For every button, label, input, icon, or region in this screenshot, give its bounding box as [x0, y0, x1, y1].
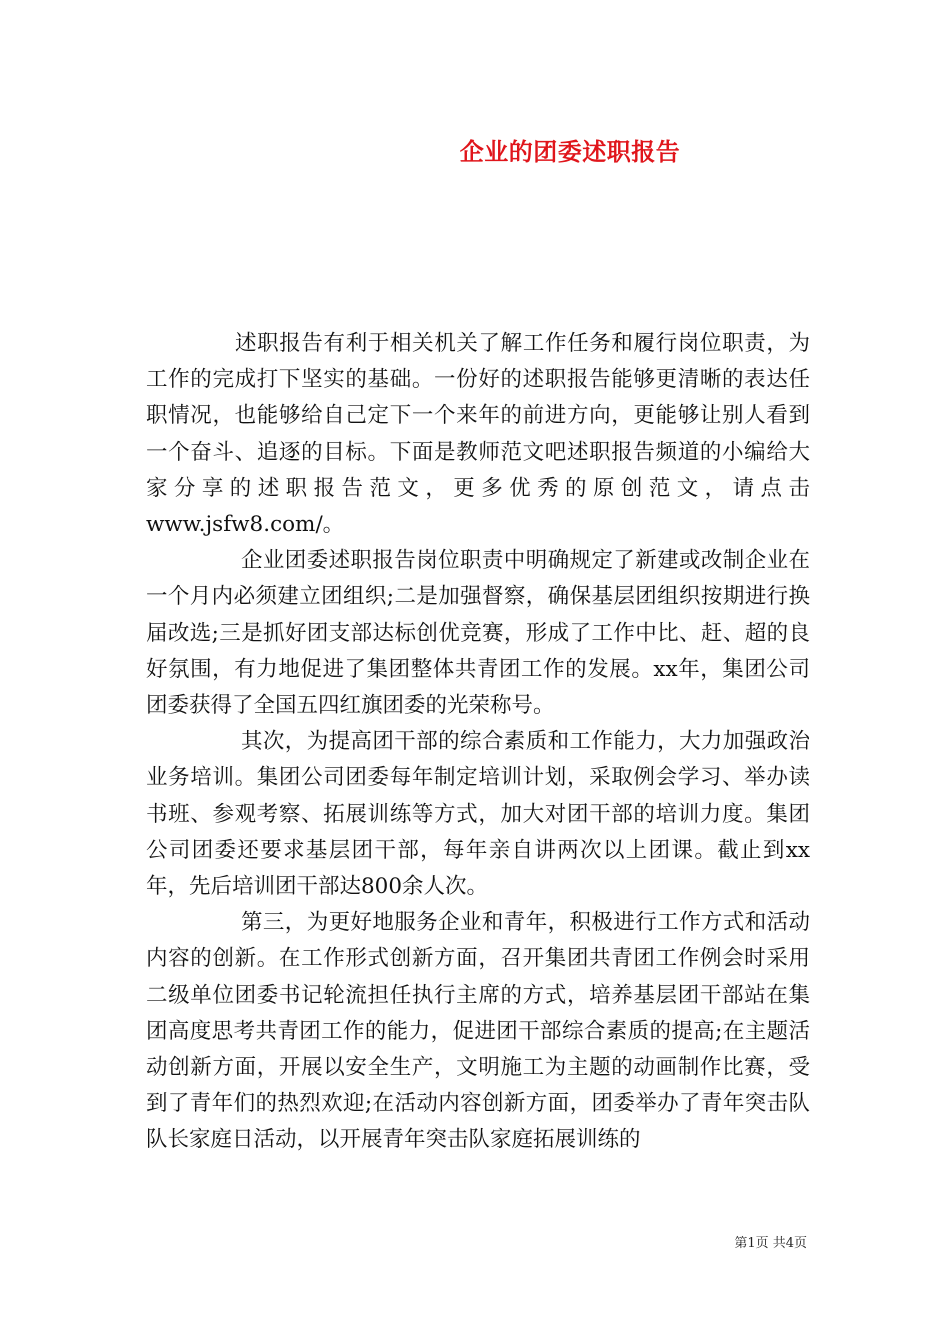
page-number: 第1页 共4页: [734, 1236, 807, 1251]
document-title: 企业的团委述职报告: [459, 137, 681, 166]
document-body: [146, 326, 810, 1159]
paragraph-duties: 企业团委述职报告岗位职责中明确规定了新建或改制企业在一个月内必须建立团组织;二是加强督察，确保基层团组织按期进行换届改选;三是抓好团支部达标创优竞赛，形成了工作中比、赶、超的良好氛围，有力地促进了集团整体共青团工作的发展。xx年，集团公司团委获得了全国五四红旗团委的光荣称号。: [146, 548, 810, 719]
paragraph-training: 其次，为提高团干部的综合素质和工作能力，大力加强政治业务培训。集团公司团委每年制定培训计划，采取例会学习、举办读书班、参观考察、拓展训练等方式，加大对团干部的培训力度。集团公司团委还要求基层团干部，每年亲自讲两次以上团课。截止到xx年，先后培训团干部达800余人次。: [146, 729, 810, 900]
paragraph-innovation: 第三，为更好地服务企业和青年，积极进行工作方式和活动内容的创新。在工作形式创新方面，召开集团共青团工作例会时采用二级单位团委书记轮流担任执行主席的方式，培养基层团干部站在集团高度思考共青团工作的能力，促进团干部综合素质的提高;在主题活动创新方面，开展以安全生产，文明施工为主题的动画制作比赛，受到了青年们的热烈欢迎;在活动内容创新方面，团委举办了青年突击队队长家庭日活动，以开展青年突击队家庭拓展训练的: [146, 910, 810, 1153]
paragraph-intro: 述职报告有利于相关机关了解工作任务和履行岗位职责，为工作的完成打下坚实的基础。一份好的述职报告能够更清晰的表达任职情况，也能够给自己定下一个来年的前进方向，更能够让别人看到一个奋斗、追逐的目标。下面是教师范文吧述职报告频道的小编给大家分享的述职报告范文，更多优秀的原创范文，请点击www.jsfw8.com/。: [146, 331, 810, 538]
